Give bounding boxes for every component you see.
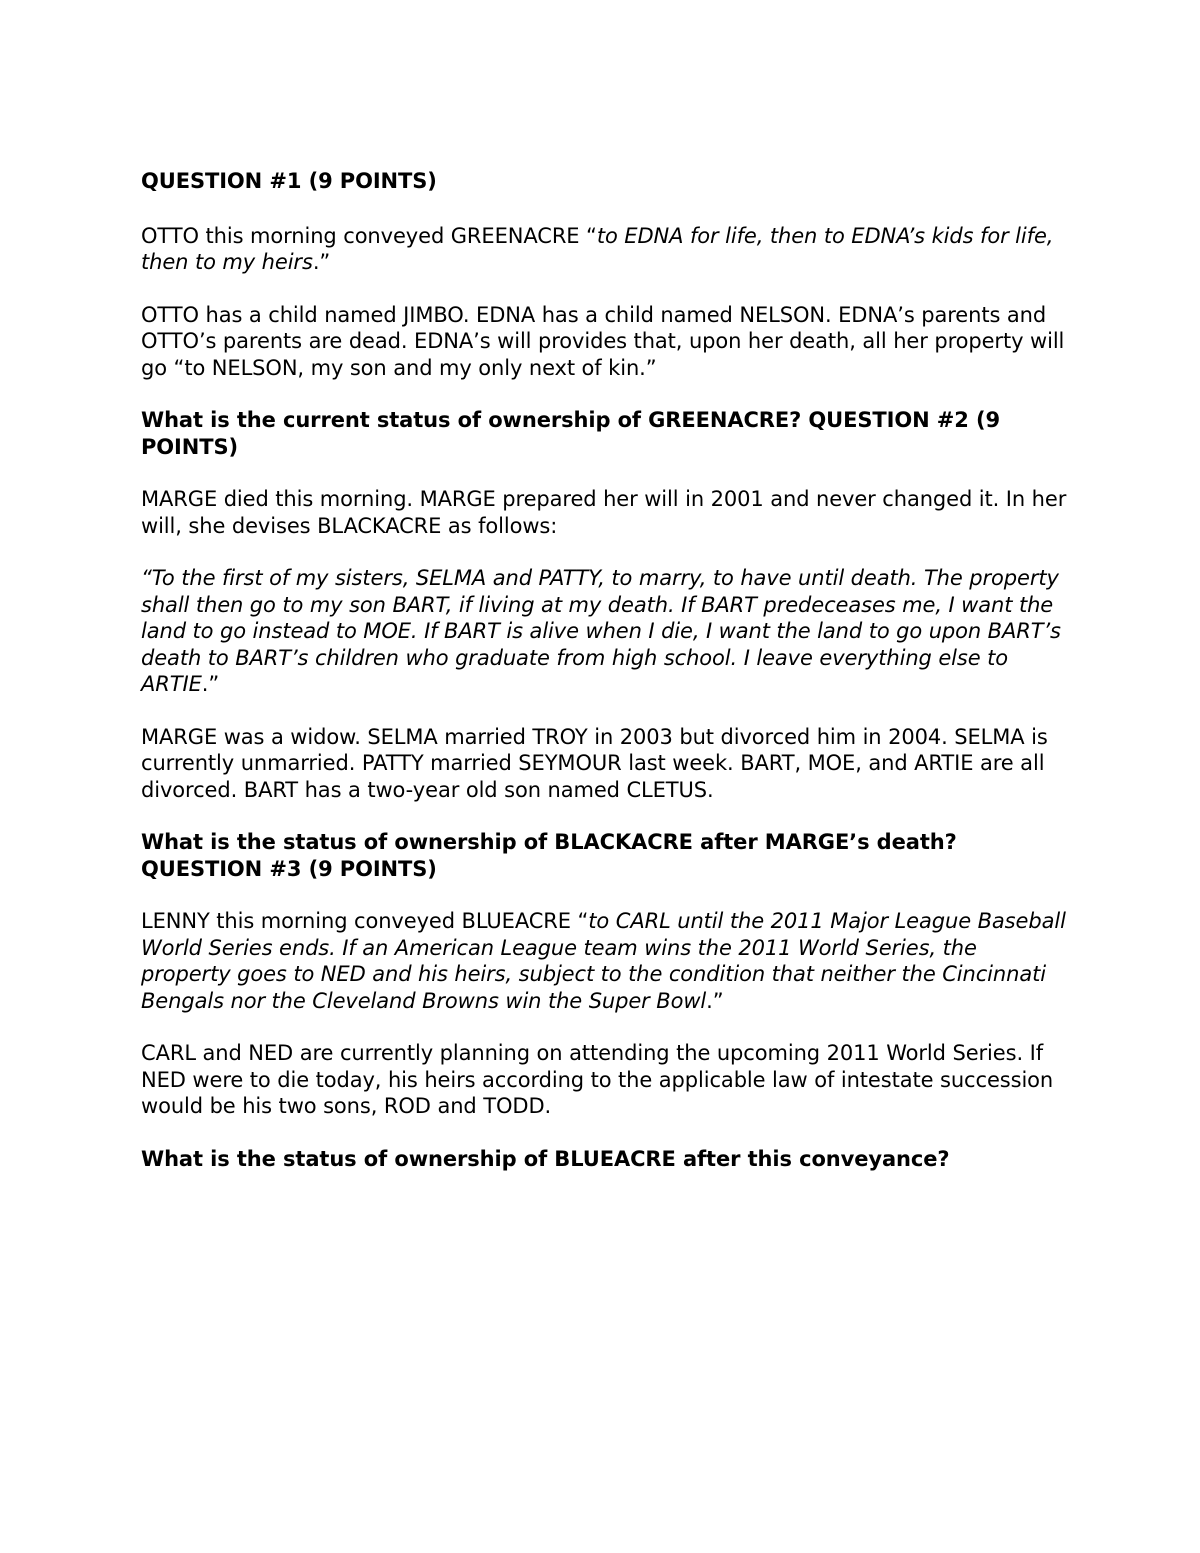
question-1-facts: OTTO has a child named JIMBO. EDNA has a child named NELSON. EDNA’s parents and OTTO’s parents are dead. EDNA’s will provides that, upon her death, all her property will go “to NELSON, my son and my only next of kin.” — [141, 302, 1065, 380]
will-open-quote: “ — [141, 566, 152, 590]
question-3-prompt: What is the status of ownership of BLUEACRE after this conveyance? — [141, 1146, 950, 1171]
question-1-prompt: What is the current status of ownership of GREENACRE? QUESTION #2 (9 POINTS) — [141, 408, 1000, 459]
conveyance-terms: to EDNA for life, then to EDNA’s kids for life, then to my heirs — [141, 223, 1054, 274]
conveyance-end: .” — [312, 250, 331, 274]
question-2-prompt: What is the status of ownership of BLACKACRE after MARGE’s death? QUESTION #3 (9 POINTS) — [141, 830, 957, 881]
will-end: .” — [201, 672, 220, 696]
question-3-conveyance — [141, 908, 1071, 1014]
conveyance-intro: LENNY this morning conveyed BLUEACRE “ — [141, 909, 589, 933]
conveyance-intro: OTTO this morning conveyed GREENACRE “ — [141, 223, 597, 248]
question-2-facts-intro: MARGE died this morning. MARGE prepared her will in 2001 and never changed it. In her will, she devises BLACKACRE as follows: — [141, 487, 1067, 538]
document-page — [141, 168, 1071, 1198]
question-1-heading: QUESTION #1 (9 POINTS) — [141, 169, 437, 193]
conveyance-terms: to CARL until the 2011 Major League Baseball World Series ends. If an American League team wins the 2011 World Series, the property goes to NED and his heirs, subject to the condition that neither the Cincinnati Bengals nor the Cleveland Browns win the Super Bowl — [141, 909, 1066, 1013]
question-2-facts: MARGE was a widow. SELMA married TROY in 2003 but divorced him in 2004. SELMA is currently unmarried. PATTY married SEYMOUR last week. BART, MOE, and ARTIE are all divorced. BART has a two-year old son named CLETUS. — [141, 724, 1048, 802]
question-3-facts: CARL and NED are currently planning on attending the upcoming 2011 World Series. If NED were to die today, his heirs according to the applicable law of intestate succession would be his two sons, ROD and TODD. — [141, 1041, 1054, 1118]
question-2-will-text — [141, 565, 1071, 698]
question-1-conveyance — [141, 223, 1071, 276]
will-terms: To the first of my sisters, SELMA and PATTY, to marry, to have until death. The property shall then go to my son BART, if living at my death. If BART predeceases me, I want the land to go instead to MOE. If BART is alive when I die, I want the land to go upon BART’s death to BART’s children who graduate from high school. I leave everything else to ARTIE — [141, 566, 1061, 696]
conveyance-end: .” — [706, 988, 724, 1013]
